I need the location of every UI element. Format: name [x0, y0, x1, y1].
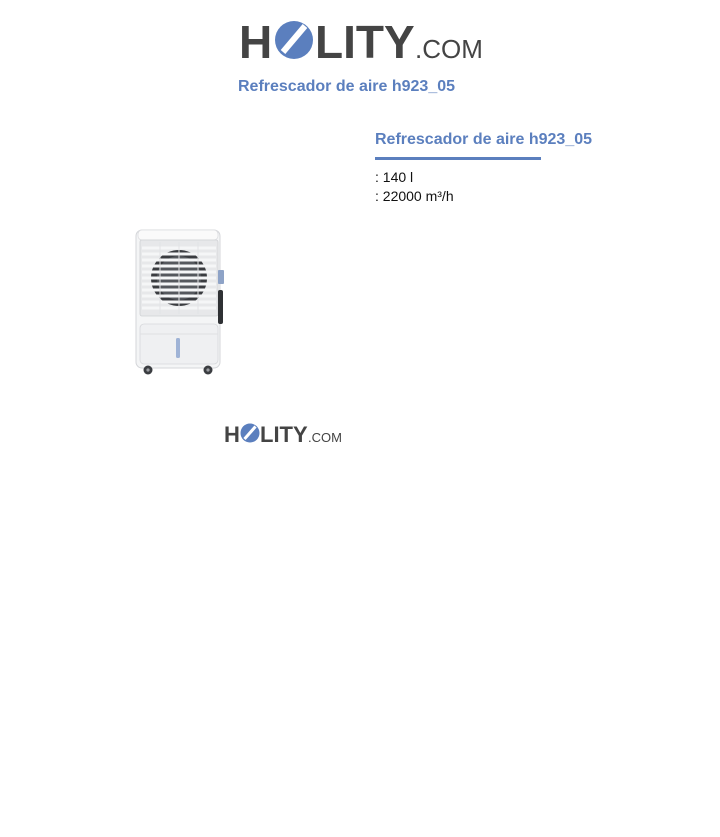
spec-airflow: : 22000 m³/h	[375, 188, 454, 204]
holity-footer-logo[interactable]	[224, 419, 342, 447]
logo-suffix: .COM	[415, 34, 483, 64]
holity-logo[interactable]	[239, 12, 484, 68]
footer-logo-letters-lity: LITY	[260, 422, 308, 447]
holity-o-globe-icon	[241, 424, 260, 443]
footer-logo-suffix: .COM	[308, 430, 342, 445]
evaporative-air-cooler-image	[128, 226, 228, 380]
page-title: Refrescador de aire h923_05	[238, 78, 456, 95]
holity-o-globe-icon	[275, 21, 313, 59]
title-underline	[375, 157, 541, 160]
spec-list	[375, 168, 454, 206]
product-title: Refrescador de aire h923_05	[375, 131, 593, 148]
logo-letters-lity: LITY	[315, 16, 415, 68]
footer-logo-letter-h: H	[224, 422, 240, 447]
logo-letter-h: H	[239, 16, 273, 68]
spec-capacity: : 140 l	[375, 169, 414, 185]
